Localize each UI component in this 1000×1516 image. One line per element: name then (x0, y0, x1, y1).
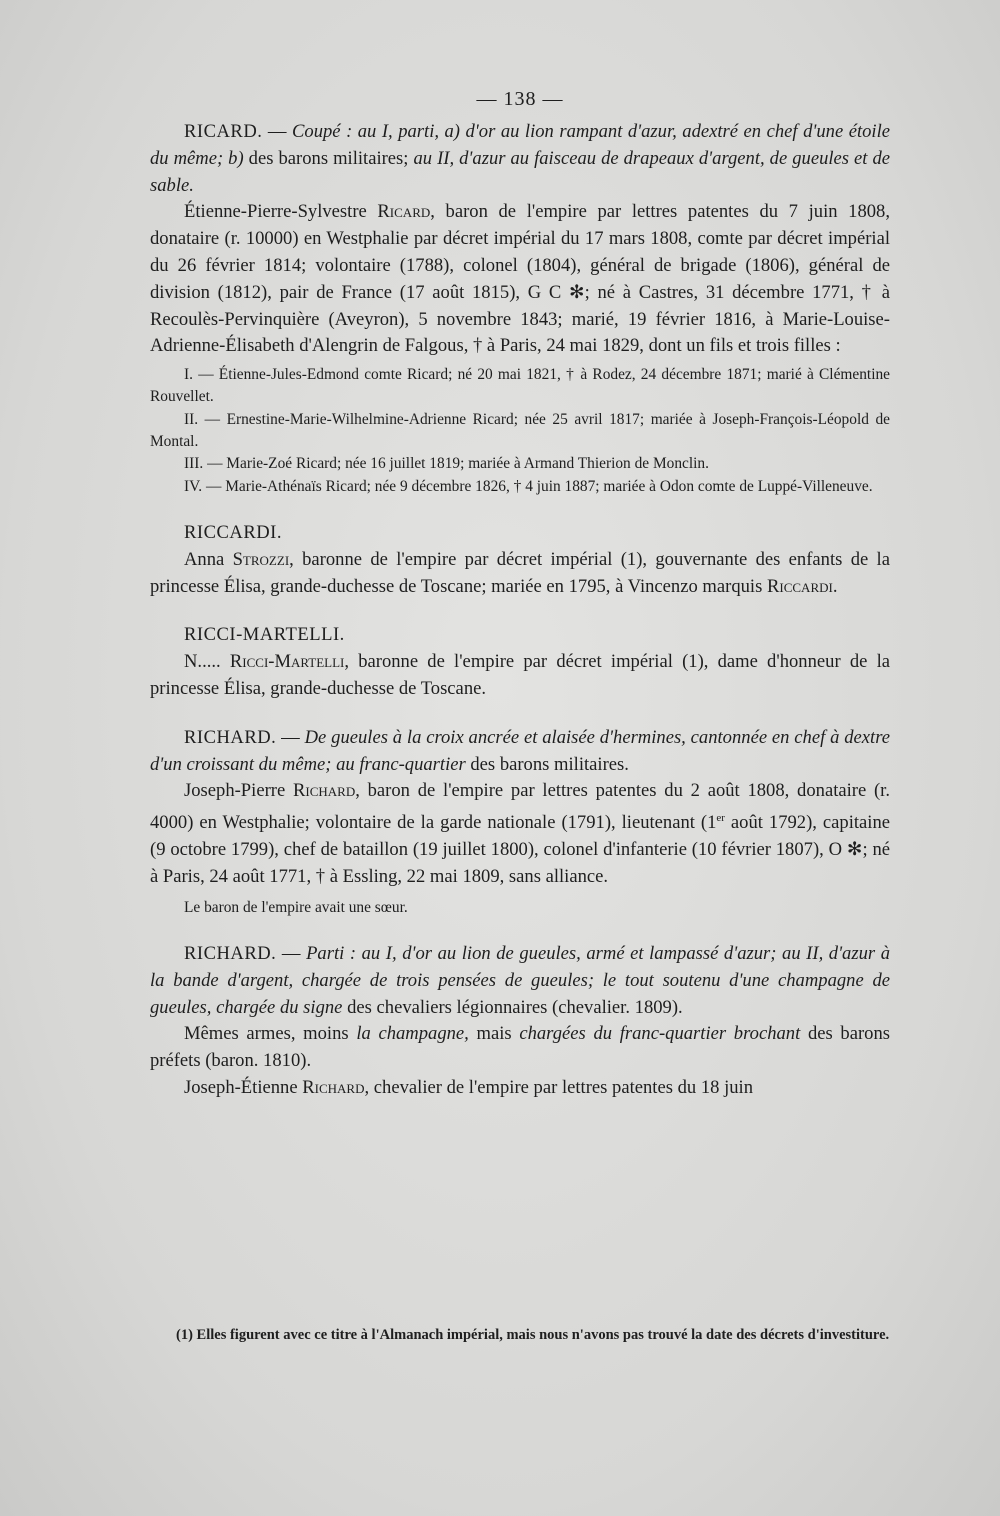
entry-ricci-martelli-heading (150, 622, 890, 649)
footnote: (1) Elles figurent avec ce titre à l'Almanach impérial, mais nous n'avons pas trouvé la date des décrets d'investiture. (176, 1327, 890, 1343)
blazon-text: Coupé : au I, parti, a) d'or au lion rampant d'azur, adextré en chef d'une étoile du même; b) (150, 121, 890, 169)
blazon-text: De gueules à la croix ancrée et alaisée d'hermines, cantonnée en chef à dextre d'un croissant du même; au franc-quartier (150, 726, 891, 775)
page-number: — 138 — (476, 88, 564, 110)
entry-ricard-arms: RICARD. — Coupé : au I, parti, a) d'or au lion rampant d'azur, adextré en chef d'une étoile du même; b) des barons militaires; au II, d'azur au faisceau de drapeaux d'argent, de gueules et de sable. (150, 121, 891, 196)
entry-richard2-bio: Joseph-Étienne Richard, chevalier de l'empire par lettres patentes du 18 juin (184, 1076, 754, 1098)
child-entry: II. — Ernestine-Marie-Wilhelmine-Adrienne Ricard; née 25 avril 1817; mariée à Joseph-François-Léopold de Montal. (150, 410, 890, 451)
entry-heading: RICCARDI. (184, 521, 282, 543)
entry-heading: RICARD. (184, 121, 263, 142)
blazon-text: au II, d'azur au faisceau de drapeaux d'argent, de gueules et de sable. (150, 147, 891, 196)
person-name: Riccardi (766, 575, 833, 597)
person-name: Strozzi (232, 548, 290, 570)
entry-note: Le baron de l'empire avait une sœur. (184, 898, 408, 916)
entry-riccardi-bio: Anna Strozzi, baronne de l'empire par décret impérial (1), gouvernante des enfants de la princesse Élisa, grande-duchesse de Toscane; mariée en 1795, à Vincenzo marquis Riccardi. (150, 548, 890, 597)
person-name: Ricard (377, 201, 431, 223)
entry-heading: RICCI-MARTELLI. (184, 624, 345, 646)
person-name: Ricci-Martelli (229, 651, 345, 673)
person-name: Richard (292, 780, 356, 802)
entry-richard2-arms: RICHARD. — Parti : au I, d'or au lion de gueules, armé et lampassé d'azur; au II, d'azur à la bande d'argent, chargée de trois pensées de gueules; le tout soutenu d'une champagne de gueules, chargée du signe des chevaliers légionnaires (chevalier. 1809). (150, 943, 890, 1018)
entry-ricard-bio: Étienne-Pierre-Sylvestre Ricard, baron de l'empire par lettres patentes du 7 juin 1808, donataire (r. 10000) en Westphalie par décret impérial du 17 mars 1808, comte par décret impérial du 26 février 1814; volontaire (1788), colonel (1804), général de brigade (1806), général de division (1812), pair de France (17 août 1815), G C ✻; né à Castres, 31 décembre 1771, † à Recoulès-Pervinquière (Aveyron), 5 novembre 1843; marié, 19 février 1816, à Marie-Louise-Adrienne-Élisabeth d'Alengrin de Falgous, † à Paris, 24 mai 1829, dont un fils et trois filles : (150, 201, 890, 357)
page-body (150, 88, 890, 1102)
entry-heading: RICHARD. (184, 726, 277, 748)
entry-richard-arms: RICHARD. — De gueules à la croix ancrée et alaisée d'hermines, cantonnée en chef à dextre d'un croissant du même; au franc-quartier des barons militaires. (150, 726, 891, 775)
person-name: Richard (302, 1076, 365, 1098)
entry-richard-bio: Joseph-Pierre Richard, baron de l'empire par lettres patentes du 2 août 1808, donataire (r. 4000) en Westphalie; volontaire de la garde nationale (1791), lieutenant (1er août 1792), capitaine (9 octobre 1799), chef de bataillon (19 juillet 1800), colonel d'infanterie (10 février 1807), O ✻; né à Paris, 24 août 1771, † à Essling, 22 mai 1809, sans alliance. (150, 780, 891, 887)
child-entry: IV. — Marie-Athénaïs Ricard; née 9 décembre 1826, † 4 juin 1887; mariée à Odon comte de Luppé-Villeneuve. (184, 477, 873, 495)
entry-heading: RICHARD. (184, 943, 277, 964)
entry-richard2-arms-variant: Mêmes armes, moins la champagne, mais chargées du franc-quartier brochant des barons préfets (baron. 1810). (150, 1023, 890, 1072)
entry-riccardi-heading (150, 520, 890, 547)
child-entry: I. — Étienne-Jules-Edmond comte Ricard; né 20 mai 1821, † à Rodez, 24 décembre 1871; marié à Clémentine Rouvellet. (150, 366, 890, 406)
child-entry: III. — Marie-Zoé Ricard; née 16 juillet 1819; mariée à Armand Thierion de Monclin. (184, 455, 709, 473)
blazon-text: Parti : au I, d'or au lion de gueules, armé et lampassé d'azur; au II, d'azur à la bande d'argent, chargée de trois pensées de gueules; le tout soutenu d'une champagne de gueules, chargée du signe (150, 943, 890, 1018)
entry-ricci-martelli-bio: N..... Ricci-Martelli, baronne de l'empire par décret impérial (1), dame d'honneur de la princesse Élisa, grande-duchesse de Toscane. (150, 651, 890, 699)
